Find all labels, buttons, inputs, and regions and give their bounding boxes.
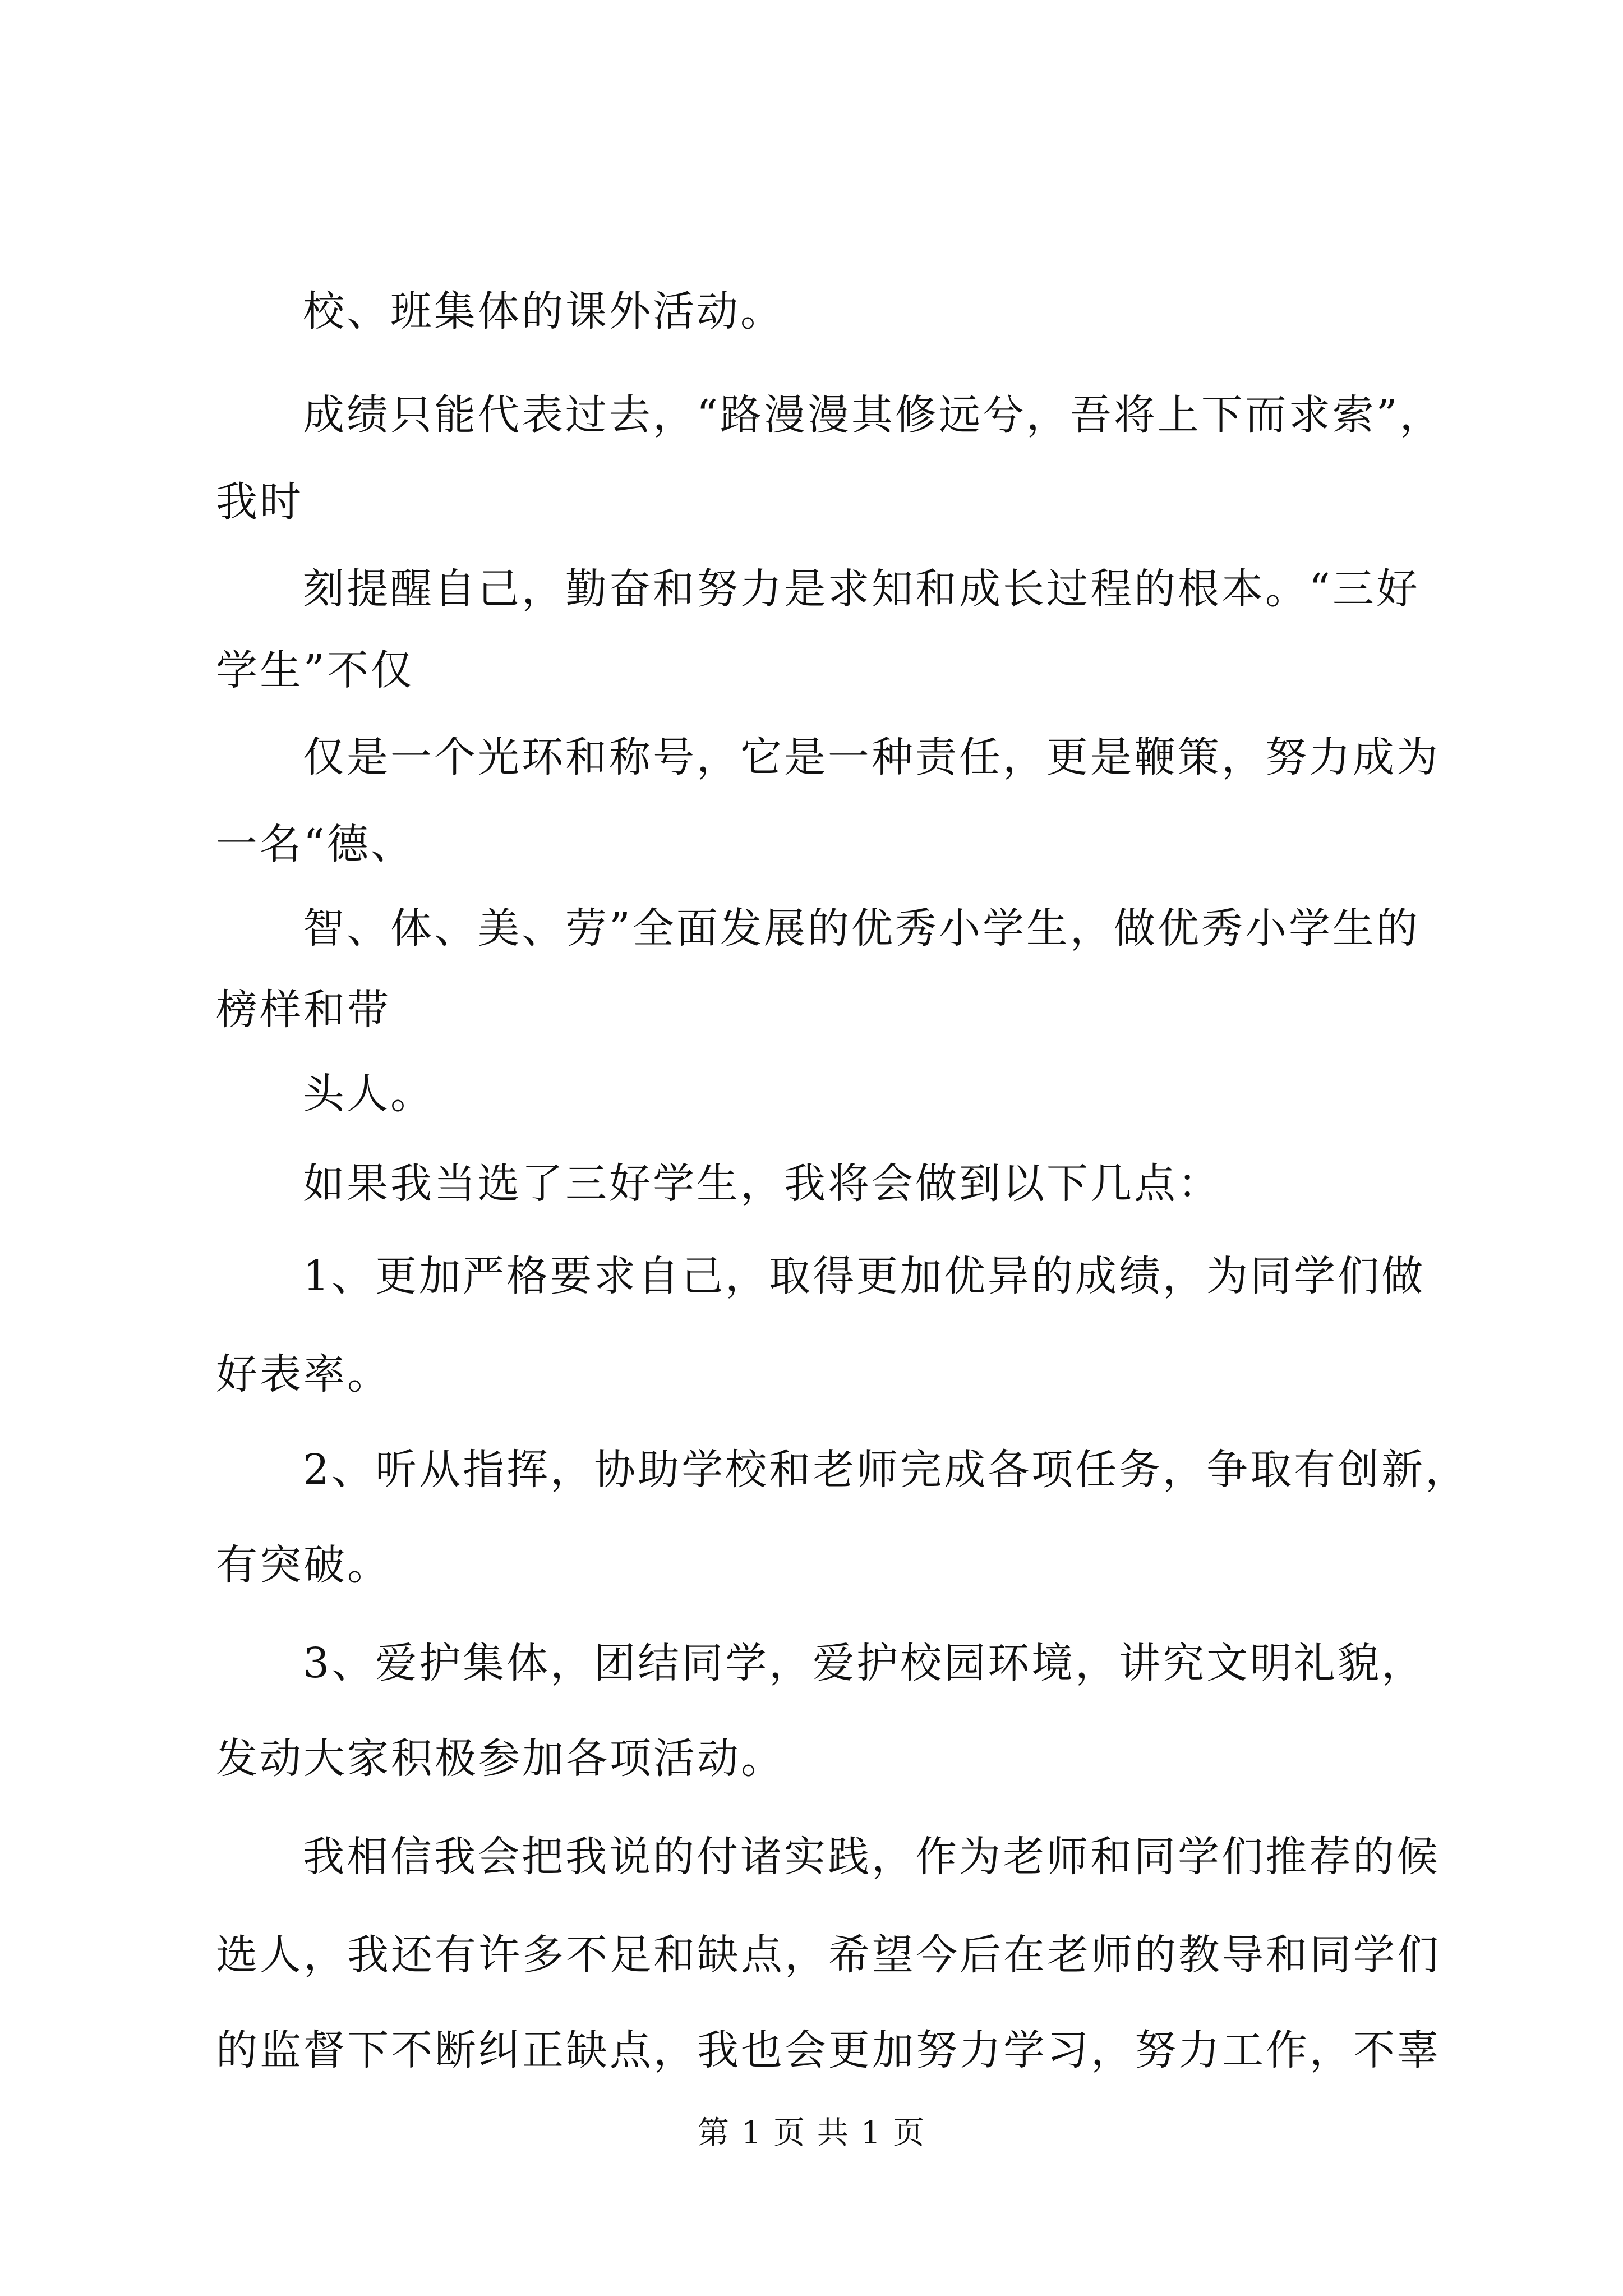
text-line: 头人。: [303, 1070, 434, 1118]
text-line: 我时: [216, 478, 303, 526]
text-line: 2、听从指挥，协助学校和老师完成各项任务，争取有创新，: [303, 1446, 1469, 1494]
text-line: 刻提醒自己，勤奋和努力是求知和成长过程的根本。“三好: [303, 565, 1420, 613]
text-line: 3、爱护集体，团结同学，爱护校园环境，讲究文明礼貌，: [303, 1639, 1426, 1687]
text-line: 有突破。: [216, 1541, 391, 1589]
text-line: 校、班集体的课外活动。: [303, 287, 784, 335]
text-line: 发动大家积极参加各项活动。: [216, 1734, 785, 1783]
text-line: 学生”不仅: [216, 646, 414, 694]
text-line: 好表率。: [216, 1350, 391, 1398]
text-line: 一名“德、: [216, 820, 414, 868]
text-line: 成绩只能代表过去，“路漫漫其修远兮，吾将上下而求索”，: [303, 391, 1444, 439]
text-line: 如果我当选了三好学生，我将会做到以下几点：: [303, 1159, 1221, 1208]
text-line: 榜样和带: [216, 986, 391, 1034]
text-line: 仅是一个光环和称号，它是一种责任，更是鞭策，努力成为: [303, 733, 1440, 781]
text-line: 我相信我会把我说的付诸实践，作为老师和同学们推荐的候: [303, 1833, 1440, 1881]
page-footer: 第 1 页 共 1 页: [697, 2115, 926, 2151]
text-line: 选人，我还有许多不足和缺点，希望今后在老师的教导和同学们: [216, 1931, 1441, 1979]
text-line: 的监督下不断纠正缺点，我也会更加努力学习，努力工作，不辜: [216, 2026, 1441, 2074]
text-line: 1、更加严格要求自己，取得更加优异的成绩，为同学们做: [303, 1252, 1426, 1300]
text-line: 智、体、美、劳”全面发展的优秀小学生，做优秀小学生的: [303, 904, 1420, 953]
